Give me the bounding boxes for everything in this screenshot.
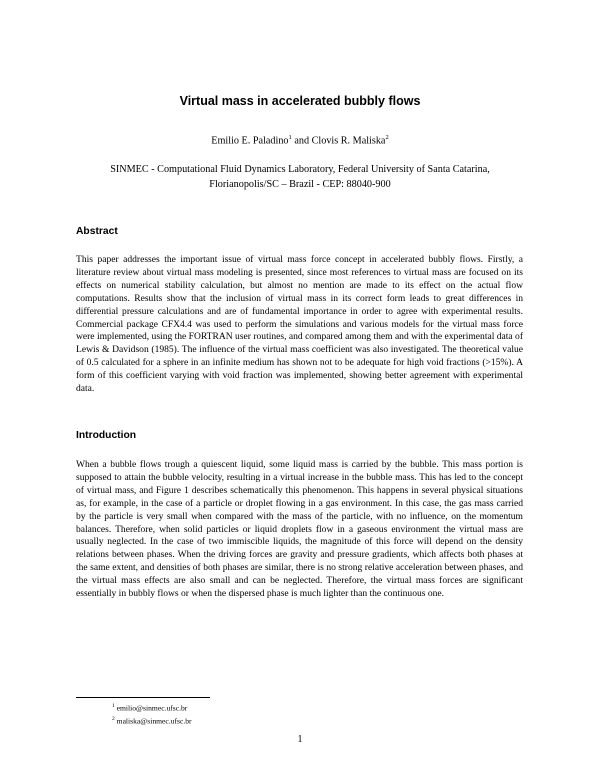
section-heading-introduction: Introduction xyxy=(76,430,137,441)
author-name: Clovis R. Maliska xyxy=(311,135,386,147)
author-name: Emilio E. Paladino xyxy=(211,135,289,147)
footnote-divider xyxy=(76,697,210,698)
footnote-email-link[interactable]: maliska@sinmec.ufsc.br xyxy=(116,716,192,726)
footnote-marker: 2 xyxy=(112,716,115,723)
section-heading-abstract: Abstract xyxy=(76,226,118,237)
author-connector: and xyxy=(291,135,312,147)
affiliation xyxy=(60,162,540,192)
footnote-marker: 1 xyxy=(112,703,115,709)
page-number: 1 xyxy=(297,734,303,745)
author-line xyxy=(0,134,600,146)
introduction-paragraph: When a bubble flows trough a quiescent liquid, some liquid mass is carried by the bubble. This mass portion is supposed to attain the bubble velocity, resulting in a virtual increase in the bubble mass. This has led to the concept of virtual mass, and Figure 1 describes schematically this phenomenon. This happens in several physical situations as, for example, in the case of a particle or droplet flowing in a gas environment. In this case, the gas mass carried by the particle is very small when compared with the mass of the particle, with no influence, on the momentum balances. Therefore, when solid particles or liquid droplets flow in a gaseous environment the virtual mass are usually neglected. In the case of two immiscible liquids, the magnitude of this force will depend on the density relations between phases. When the driving forces are gravity and pressure gradients, which affects both phases at the same extent, and densities of both phases are similar, there is no strong relative acceleration between phases, and the virtual mass effects are also small and can be neglected. Therefore, the virtual mass forces are significant essentially in bubbly flows or when the dispersed phase is much lighter than the continuous one. xyxy=(76,459,523,600)
footnote xyxy=(112,701,192,714)
footnote-email-link[interactable]: emilio@sinmec.ufsc.br xyxy=(116,703,188,713)
footnote xyxy=(112,714,192,727)
affiliation-line: Florianopolis/SC – Brazil - CEP: 88040-900 xyxy=(209,179,391,190)
abstract-paragraph: This paper addresses the important issue of virtual mass force concept in accelerated bubbly flows. Firstly, a literature review about virtual mass modeling is presented, since most references to virtual mass are focused on its effects on numerical stability calculation, but almost no mention are made to its effect on the actual flow computations. Results show that the inclusion of virtual mass in its correct form leads to great differences in differential pressure calculations and are of fundamental importance in order to agree with experimental results. Commercial package CFX4.4 was used to perform the simulations and various models for the virtual mass force were implemented, using the FORTRAN user routines, and compared among them and with the experimental data of Lewis & Davidson (1985). The influence of the virtual mass coefficient was also investigated. The theoretical value of 0.5 calculated for a sphere in an infinite medium has shown not to be adequate for high void fractions (>15%). A form of this coefficient varying with void fraction was implemented, showing better agreement with experimental data. xyxy=(76,254,523,395)
footnotes xyxy=(112,701,192,727)
footnote-marker: 1 xyxy=(288,134,292,141)
paper-title: Virtual mass in accelerated bubbly flows xyxy=(179,94,421,108)
affiliation-line: SINMEC - Computational Fluid Dynamics Laboratory, Federal University of Santa Catarina, xyxy=(110,164,490,175)
footnote-marker: 2 xyxy=(385,134,389,141)
